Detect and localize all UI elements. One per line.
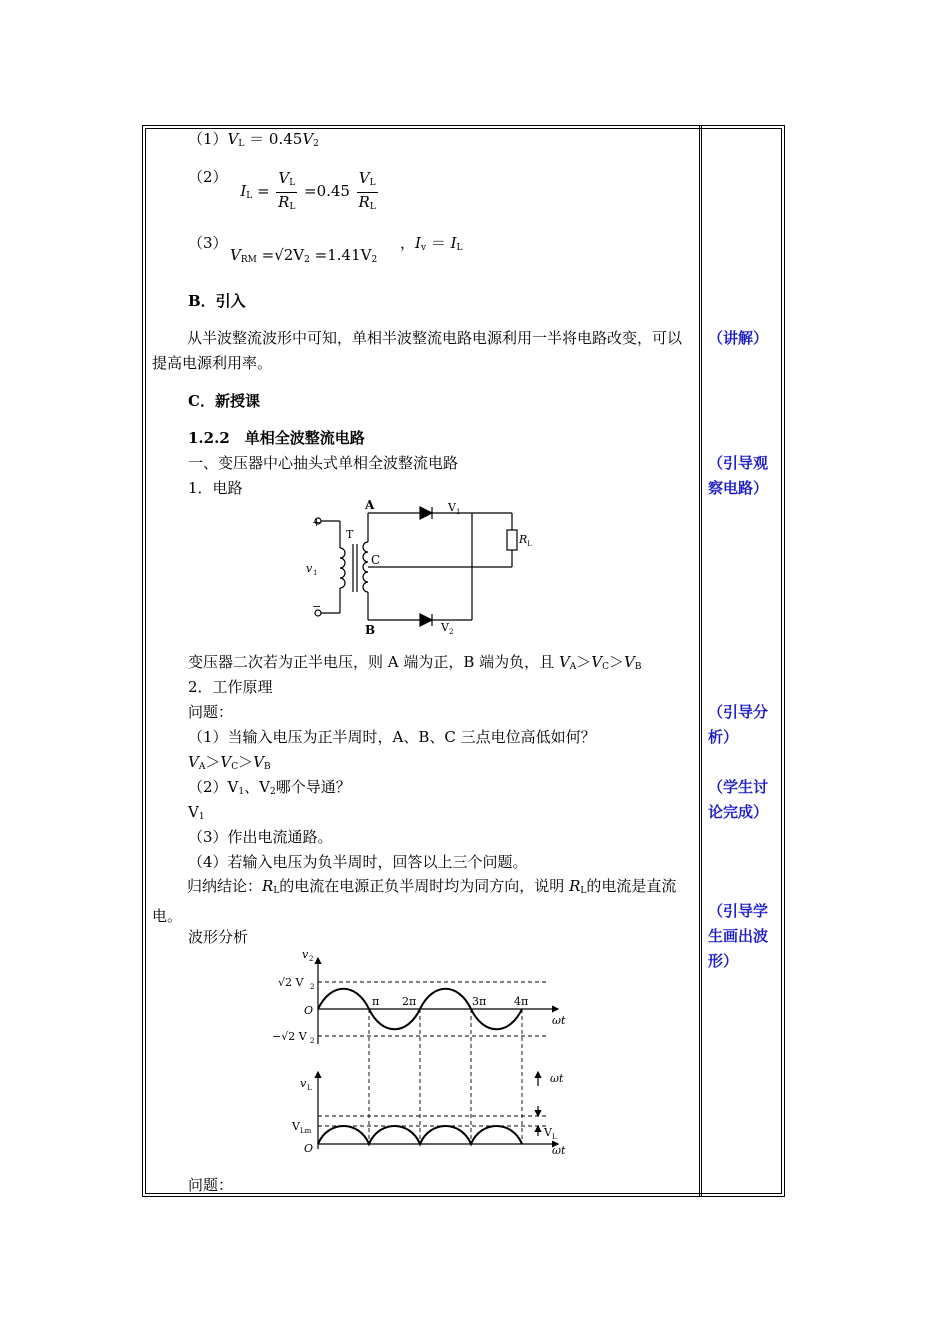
text-line: 变压器二次若为正半电压，则 A 端为正，B 端为负，且 $V_A>V_C>V_B$	[188, 653, 642, 672]
text-line: $V_A>V_C>V_B$	[188, 753, 271, 772]
svg-text:V: V	[441, 621, 449, 634]
svg-text:A: A	[365, 498, 375, 512]
svg-text:L: L	[527, 540, 532, 548]
text-line: $(2)V_1$、$V_2$哪个导通？	[188, 778, 351, 797]
svg-text:2π: 2π	[402, 995, 417, 1008]
svg-text:−√2 V: −√2 V	[272, 1030, 307, 1043]
svg-text:O: O	[304, 1004, 314, 1017]
svg-text:1: 1	[313, 569, 318, 577]
svg-text:ωt: ωt	[552, 1014, 566, 1027]
text-line: 1．电路	[188, 479, 243, 497]
section-b-paragraph: 从半波整流波形中可知，单相半波整流电路电源利用一半将电路改变，可以提高电源利用率。	[152, 329, 683, 372]
conclusion-paragraph: 归纳结论：$R_L$的电流在电源正负半周时均为同方向，说明 $R_L$的电流是直流电。	[152, 877, 677, 925]
subsection-title: 1.2.2 单相全波整流电路	[188, 429, 365, 447]
teaching-note: （学生讨论完成）	[708, 778, 769, 821]
text-line: 问题：	[188, 703, 234, 721]
svg-text:L: L	[552, 1133, 557, 1141]
svg-text:3π: 3π	[472, 995, 487, 1008]
svg-text:B: B	[365, 623, 376, 637]
text-line: 2．工作原理	[188, 678, 273, 696]
formula-3: （3）	[188, 234, 228, 252]
text-line: 波形分析	[188, 928, 249, 946]
text-line: 一、变压器中心抽头式单相全波整流电路	[188, 454, 459, 472]
svg-text:ωt: ωt	[550, 1072, 564, 1085]
waveform-diagram	[268, 944, 578, 1160]
svg-text:2: 2	[309, 955, 314, 963]
teaching-note: （引导观察电路）	[708, 454, 769, 497]
svg-text:T: T	[346, 528, 354, 541]
section-b-heading: B．引入	[188, 292, 246, 310]
svg-text:4π: 4π	[514, 995, 529, 1008]
svg-text:2: 2	[449, 628, 454, 636]
svg-text:v: v	[302, 948, 309, 961]
svg-text:√2 V: √2 V	[278, 976, 304, 989]
svg-text:−: −	[312, 600, 322, 613]
svg-text:O: O	[304, 1142, 314, 1155]
svg-text:v: v	[306, 562, 313, 575]
teaching-note: （讲解）	[708, 329, 769, 347]
text-line: $V_1$	[188, 803, 205, 822]
svg-text:+: +	[312, 516, 322, 529]
formula-1: $(1)V_L = 0.45V_2$	[188, 130, 319, 149]
svg-text:π: π	[372, 995, 380, 1008]
text-line: （3）作出电流通路。	[188, 828, 333, 846]
text-line: （4）若输入电压为负半周时，回答以上三个问题。	[188, 853, 528, 871]
formula-3-current: ，$I_v = I_L$	[400, 234, 463, 253]
svg-text:L: L	[307, 1084, 312, 1092]
full-wave-rectifier-circuit	[300, 496, 550, 642]
svg-text:V: V	[292, 1120, 300, 1133]
svg-text:2: 2	[310, 983, 315, 991]
formula-2: （2） $I_L$ = $\frac{V_L}{R_L}$ =0.45 $\frac{V_L}{R_L}$	[188, 168, 376, 212]
svg-text:C: C	[371, 553, 381, 567]
text-line: （1）当输入电压为正半周时，A、B、C 三点电位高低如何？	[188, 728, 596, 746]
svg-text:ωt: ωt	[552, 1144, 566, 1157]
svg-text:1: 1	[456, 508, 461, 516]
svg-text:Lm: Lm	[300, 1127, 312, 1135]
svg-text:V: V	[544, 1126, 552, 1139]
column-divider	[701, 126, 702, 1196]
section-c-heading: C．新授课	[188, 392, 260, 410]
svg-text:v: v	[300, 1077, 307, 1090]
svg-text:V: V	[448, 501, 456, 514]
teaching-note: （引导分析）	[708, 703, 769, 746]
teaching-note: （引导学生画出波形）	[708, 902, 769, 970]
formula-3-expression: $V_{RM} =√2V_2 =1.41V_2$	[230, 246, 378, 265]
svg-text:R: R	[519, 533, 528, 546]
text-line: 问题：	[188, 1176, 234, 1194]
svg-text:2: 2	[310, 1037, 315, 1045]
column-divider	[699, 126, 700, 1196]
